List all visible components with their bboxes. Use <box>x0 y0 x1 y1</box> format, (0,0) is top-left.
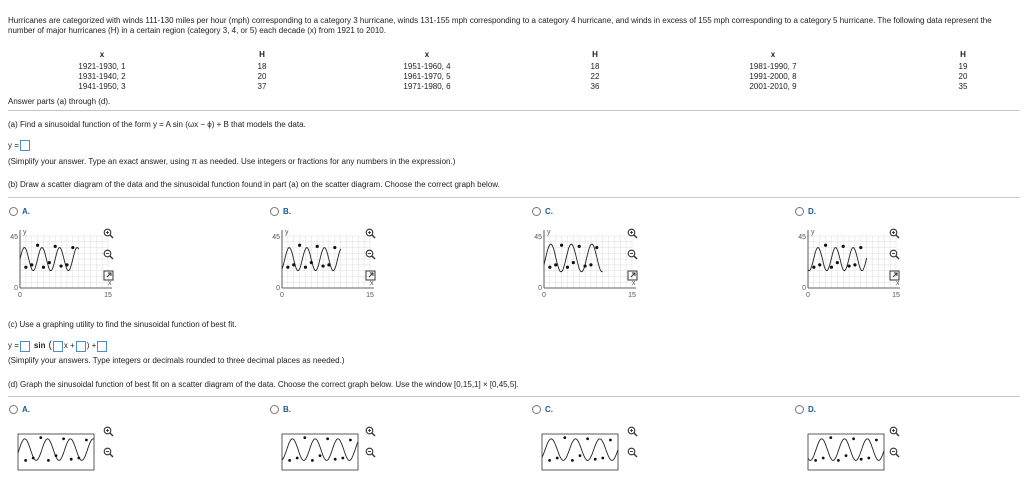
data-point <box>853 263 856 266</box>
expand-arrow <box>107 273 111 277</box>
data-point <box>554 263 557 266</box>
x-tick-label: 0 <box>542 292 546 299</box>
x-tick-label: 15 <box>628 292 636 299</box>
data-point <box>286 266 289 269</box>
y-axis-label: y <box>285 229 289 236</box>
divider <box>8 110 1020 111</box>
table-cell: 1991-2000, 8 <box>749 72 797 81</box>
data-point <box>62 437 65 440</box>
radio-button[interactable] <box>270 405 279 414</box>
data-point <box>321 264 324 267</box>
data-point <box>59 264 62 267</box>
magnifier-handle <box>896 256 899 259</box>
y-equals-label: y = <box>8 140 19 150</box>
data-point <box>85 439 88 442</box>
magnifier-handle <box>110 454 113 457</box>
data-point <box>609 439 612 442</box>
data-point <box>830 266 833 269</box>
data-point <box>818 263 821 266</box>
data-point <box>852 437 855 440</box>
data-point <box>310 261 313 264</box>
phase-input[interactable] <box>76 341 86 352</box>
data-point <box>822 457 825 460</box>
graph-tools <box>888 425 900 458</box>
data-point <box>333 246 336 249</box>
option-d-b[interactable]: B. <box>270 405 291 415</box>
magnifier-handle <box>634 235 637 238</box>
answer-parts-note: Answer parts (a) through (d). <box>8 97 111 106</box>
data-point <box>578 245 581 248</box>
zoom-out-icon[interactable] <box>626 446 638 458</box>
part-a-hint: (Simplify your answer. Type an exact answer, using π as needed. Use integers or fractions for any numbers in the expression.) <box>8 157 456 166</box>
y-tick-label: 45 <box>798 234 806 241</box>
data-point <box>579 454 582 457</box>
expand-arrow <box>369 273 373 277</box>
data-point <box>30 263 33 266</box>
expand-arrow <box>631 273 635 277</box>
data-point <box>860 458 863 461</box>
data-point <box>589 263 592 266</box>
part-b-question: (b) Draw a scatter diagram of the data and the sinusoidal function found in part (a) on the scatter diagram. Choose the correct graph below. <box>8 180 500 189</box>
data-point <box>292 263 295 266</box>
expand-icon[interactable] <box>888 269 900 281</box>
fit-graph-d-d <box>806 432 886 472</box>
magnifier-handle <box>372 454 375 457</box>
y-axis-label: y <box>811 229 815 236</box>
y-tick-label: 0 <box>538 285 542 292</box>
table-cell: 1971-1980, 6 <box>403 82 451 91</box>
data-point <box>32 457 35 460</box>
data-point <box>24 459 27 462</box>
radio-button[interactable] <box>270 207 279 216</box>
table-cell: 1921-1930, 1 <box>78 62 126 71</box>
data-point <box>70 458 73 461</box>
plot-frame <box>18 434 94 470</box>
data-point <box>303 436 306 439</box>
graph-tools <box>626 227 638 281</box>
table-cell: 20 <box>257 72 267 81</box>
table-cell: 1961-1970, 5 <box>403 72 451 81</box>
data-point <box>311 459 314 462</box>
data-point <box>77 457 80 460</box>
data-point <box>39 436 42 439</box>
data-point <box>824 244 827 247</box>
x-tick-label: 0 <box>806 292 810 299</box>
data-point <box>65 263 68 266</box>
zoom-out-icon[interactable] <box>102 248 114 260</box>
magnifier-handle <box>372 235 375 238</box>
option-d-c[interactable]: C. <box>532 405 553 415</box>
data-point <box>298 244 301 247</box>
table-cell: 1981-1990, 7 <box>749 62 797 71</box>
data-point <box>601 457 604 460</box>
graph-tools <box>364 425 376 458</box>
data-point <box>319 454 322 457</box>
x-axis-label: x <box>370 280 374 287</box>
magnifier-handle <box>634 454 637 457</box>
data-point <box>71 246 74 249</box>
table-cell: 18 <box>257 62 267 71</box>
radio-button[interactable] <box>532 405 541 414</box>
x-tick-label: 15 <box>892 292 900 299</box>
table-cell: 37 <box>257 82 267 91</box>
radio-button[interactable] <box>532 207 541 216</box>
frequency-input[interactable] <box>53 341 63 352</box>
y-tick-label: 45 <box>10 234 18 241</box>
radio-button[interactable] <box>9 207 18 216</box>
zoom-in-icon[interactable] <box>364 425 376 437</box>
part-d-question: (d) Graph the sinusoidal function of best fit on a scatter diagram of the data. Choose the correct graph below. Use the window [0,15,1] × [0,45,5]. <box>8 380 519 389</box>
x-tick-label: 15 <box>104 292 112 299</box>
data-point <box>42 266 45 269</box>
data-point <box>595 246 598 249</box>
graph-tools <box>888 227 900 281</box>
x-axis-label: x <box>632 280 636 287</box>
data-point <box>556 457 559 460</box>
option-d-a[interactable]: A. <box>9 405 30 415</box>
data-point <box>586 437 589 440</box>
data-point <box>812 266 815 269</box>
graph-tools <box>626 425 638 458</box>
data-point <box>867 457 870 460</box>
option-b-c[interactable]: C. <box>532 207 553 217</box>
fit-graph-d-c <box>540 432 620 472</box>
data-point <box>837 459 840 462</box>
x-axis-label: x <box>896 280 900 287</box>
data-point <box>847 264 850 267</box>
magnifier-handle <box>372 433 375 436</box>
option-b-a[interactable]: A. <box>9 207 30 217</box>
table-cell: 1951-1960, 4 <box>403 62 451 71</box>
data-point <box>296 457 299 460</box>
expand-icon[interactable] <box>102 269 114 281</box>
magnifier-handle <box>110 256 113 259</box>
data-point <box>327 263 330 266</box>
fit-graph-d-a <box>16 432 96 472</box>
zoom-in-icon[interactable] <box>102 425 114 437</box>
col-header-x: x <box>770 50 776 59</box>
zoom-in-icon[interactable] <box>364 227 376 239</box>
x-plus-label: x + <box>63 341 75 351</box>
data-point <box>288 459 291 462</box>
col-header-h: H <box>259 50 265 59</box>
option-b-d[interactable]: D. <box>795 207 816 217</box>
radio-button[interactable] <box>795 405 804 414</box>
data-point <box>875 439 878 442</box>
zoom-in-icon[interactable] <box>626 425 638 437</box>
data-point <box>55 454 58 457</box>
divider <box>8 396 1020 397</box>
y-axis-label: y <box>23 229 27 236</box>
fit-graph-d-b <box>280 432 360 472</box>
x-tick-label: 0 <box>18 292 22 299</box>
magnifier-handle <box>110 433 113 436</box>
option-b-b[interactable]: B. <box>270 207 291 217</box>
magnifier-handle <box>896 235 899 238</box>
data-point <box>48 261 51 264</box>
sin-label: sin <box>33 341 46 351</box>
data-point <box>814 459 817 462</box>
zoom-out-icon[interactable] <box>364 446 376 458</box>
y-tick-label: 45 <box>534 234 542 241</box>
data-point <box>548 459 551 462</box>
y-equals-label: y = <box>8 341 19 351</box>
table-cell: 19 <box>958 62 968 71</box>
y-tick-label: 0 <box>802 285 806 292</box>
divider <box>8 197 1020 198</box>
data-point <box>548 266 551 269</box>
table-cell: 1931-1940, 2 <box>78 72 126 81</box>
magnifier-handle <box>896 433 899 436</box>
data-point <box>571 459 574 462</box>
graph-tools <box>102 425 114 458</box>
x-tick-label: 0 <box>280 292 284 299</box>
open-paren: ( <box>48 340 52 351</box>
part-c-hint: (Simplify your answers. Type integers or decimals rounded to three decimal places as needed.) <box>8 356 345 365</box>
data-point <box>560 244 563 247</box>
data-point <box>859 246 862 249</box>
expand-arrow <box>893 273 897 277</box>
magnifier-handle <box>372 256 375 259</box>
col-header-h: H <box>960 50 966 59</box>
table-cell: 35 <box>958 82 968 91</box>
table-cell: 22 <box>590 72 600 81</box>
data-point <box>829 436 832 439</box>
data-point <box>566 266 569 269</box>
data-point <box>326 437 329 440</box>
data-point <box>54 245 57 248</box>
data-point <box>845 454 848 457</box>
zoom-out-icon[interactable] <box>888 446 900 458</box>
option-d-d[interactable]: D. <box>795 405 816 415</box>
table-cell: 18 <box>590 62 600 71</box>
data-point <box>842 245 845 248</box>
y-tick-label: 0 <box>14 285 18 292</box>
amplitude-input[interactable] <box>20 341 30 352</box>
table-cell: 1941-1950, 3 <box>78 82 126 91</box>
x-tick-label: 15 <box>366 292 374 299</box>
part-a-question: (a) Find a sinusoidal function of the form y = A sin (ωx − ϕ) + B that models the data. <box>8 120 306 129</box>
data-point <box>563 436 566 439</box>
radio-button[interactable] <box>9 405 18 414</box>
table-cell: 36 <box>590 82 600 91</box>
problem-intro: Hurricanes are categorized with winds 111-130 miles per hour (mph) corresponding to a category 3 hurricane, winds 131-155 mph corresponding to a category 4 hurricane, and winds in excess of 155 mph corresponding to a category 5 hurricane. The following data represent the number of major hurricanes (H) in a certain region (category 3, 4, or 5) each decade (x) from 1921 to 2010. <box>8 16 992 35</box>
zoom-in-icon[interactable] <box>626 227 638 239</box>
magnifier-handle <box>896 454 899 457</box>
expand-icon[interactable] <box>364 269 376 281</box>
x-axis-label: x <box>108 280 112 287</box>
sinusoid-curve <box>282 439 358 461</box>
magnifier-handle <box>634 256 637 259</box>
zoom-out-icon[interactable] <box>102 446 114 458</box>
vertical-shift-input[interactable] <box>97 341 107 352</box>
zoom-in-icon[interactable] <box>102 227 114 239</box>
y-tick-label: 45 <box>272 234 280 241</box>
data-point <box>341 457 344 460</box>
data-point <box>24 266 27 269</box>
zoom-in-icon[interactable] <box>888 227 900 239</box>
part-a-answer-input[interactable] <box>20 140 30 151</box>
data-point <box>334 458 337 461</box>
zoom-out-icon[interactable] <box>364 248 376 260</box>
magnifier-handle <box>634 433 637 436</box>
close-plus-label: ) + <box>86 341 97 351</box>
zoom-out-icon[interactable] <box>626 248 638 260</box>
sinusoid-curve <box>18 439 94 461</box>
table-cell: 20 <box>958 72 968 81</box>
data-point <box>583 264 586 267</box>
zoom-in-icon[interactable] <box>888 425 900 437</box>
col-header-x: x <box>99 50 105 59</box>
y-axis-label: y <box>547 229 551 236</box>
data-point <box>836 261 839 264</box>
data-point <box>349 439 352 442</box>
data-point <box>36 244 39 247</box>
col-header-h: H <box>592 50 598 59</box>
sinusoid-curve <box>808 439 884 461</box>
data-point <box>572 261 575 264</box>
data-point <box>316 245 319 248</box>
y-tick-label: 0 <box>276 285 280 292</box>
zoom-out-icon[interactable] <box>888 248 900 260</box>
magnifier-handle <box>110 235 113 238</box>
graph-tools <box>364 227 376 281</box>
part-c-question: (c) Use a graphing utility to find the sinusoidal function of best fit. <box>8 320 237 329</box>
radio-button[interactable] <box>795 207 804 216</box>
graph-tools <box>102 227 114 281</box>
data-point <box>594 458 597 461</box>
col-header-x: x <box>424 50 430 59</box>
table-cell: 2001-2010, 9 <box>749 82 797 91</box>
data-point <box>304 266 307 269</box>
data-point <box>47 459 50 462</box>
sinusoid-curve <box>542 439 618 461</box>
part-a-answer-row <box>8 140 31 151</box>
part-c-answer-row <box>8 340 108 352</box>
expand-icon[interactable] <box>626 269 638 281</box>
